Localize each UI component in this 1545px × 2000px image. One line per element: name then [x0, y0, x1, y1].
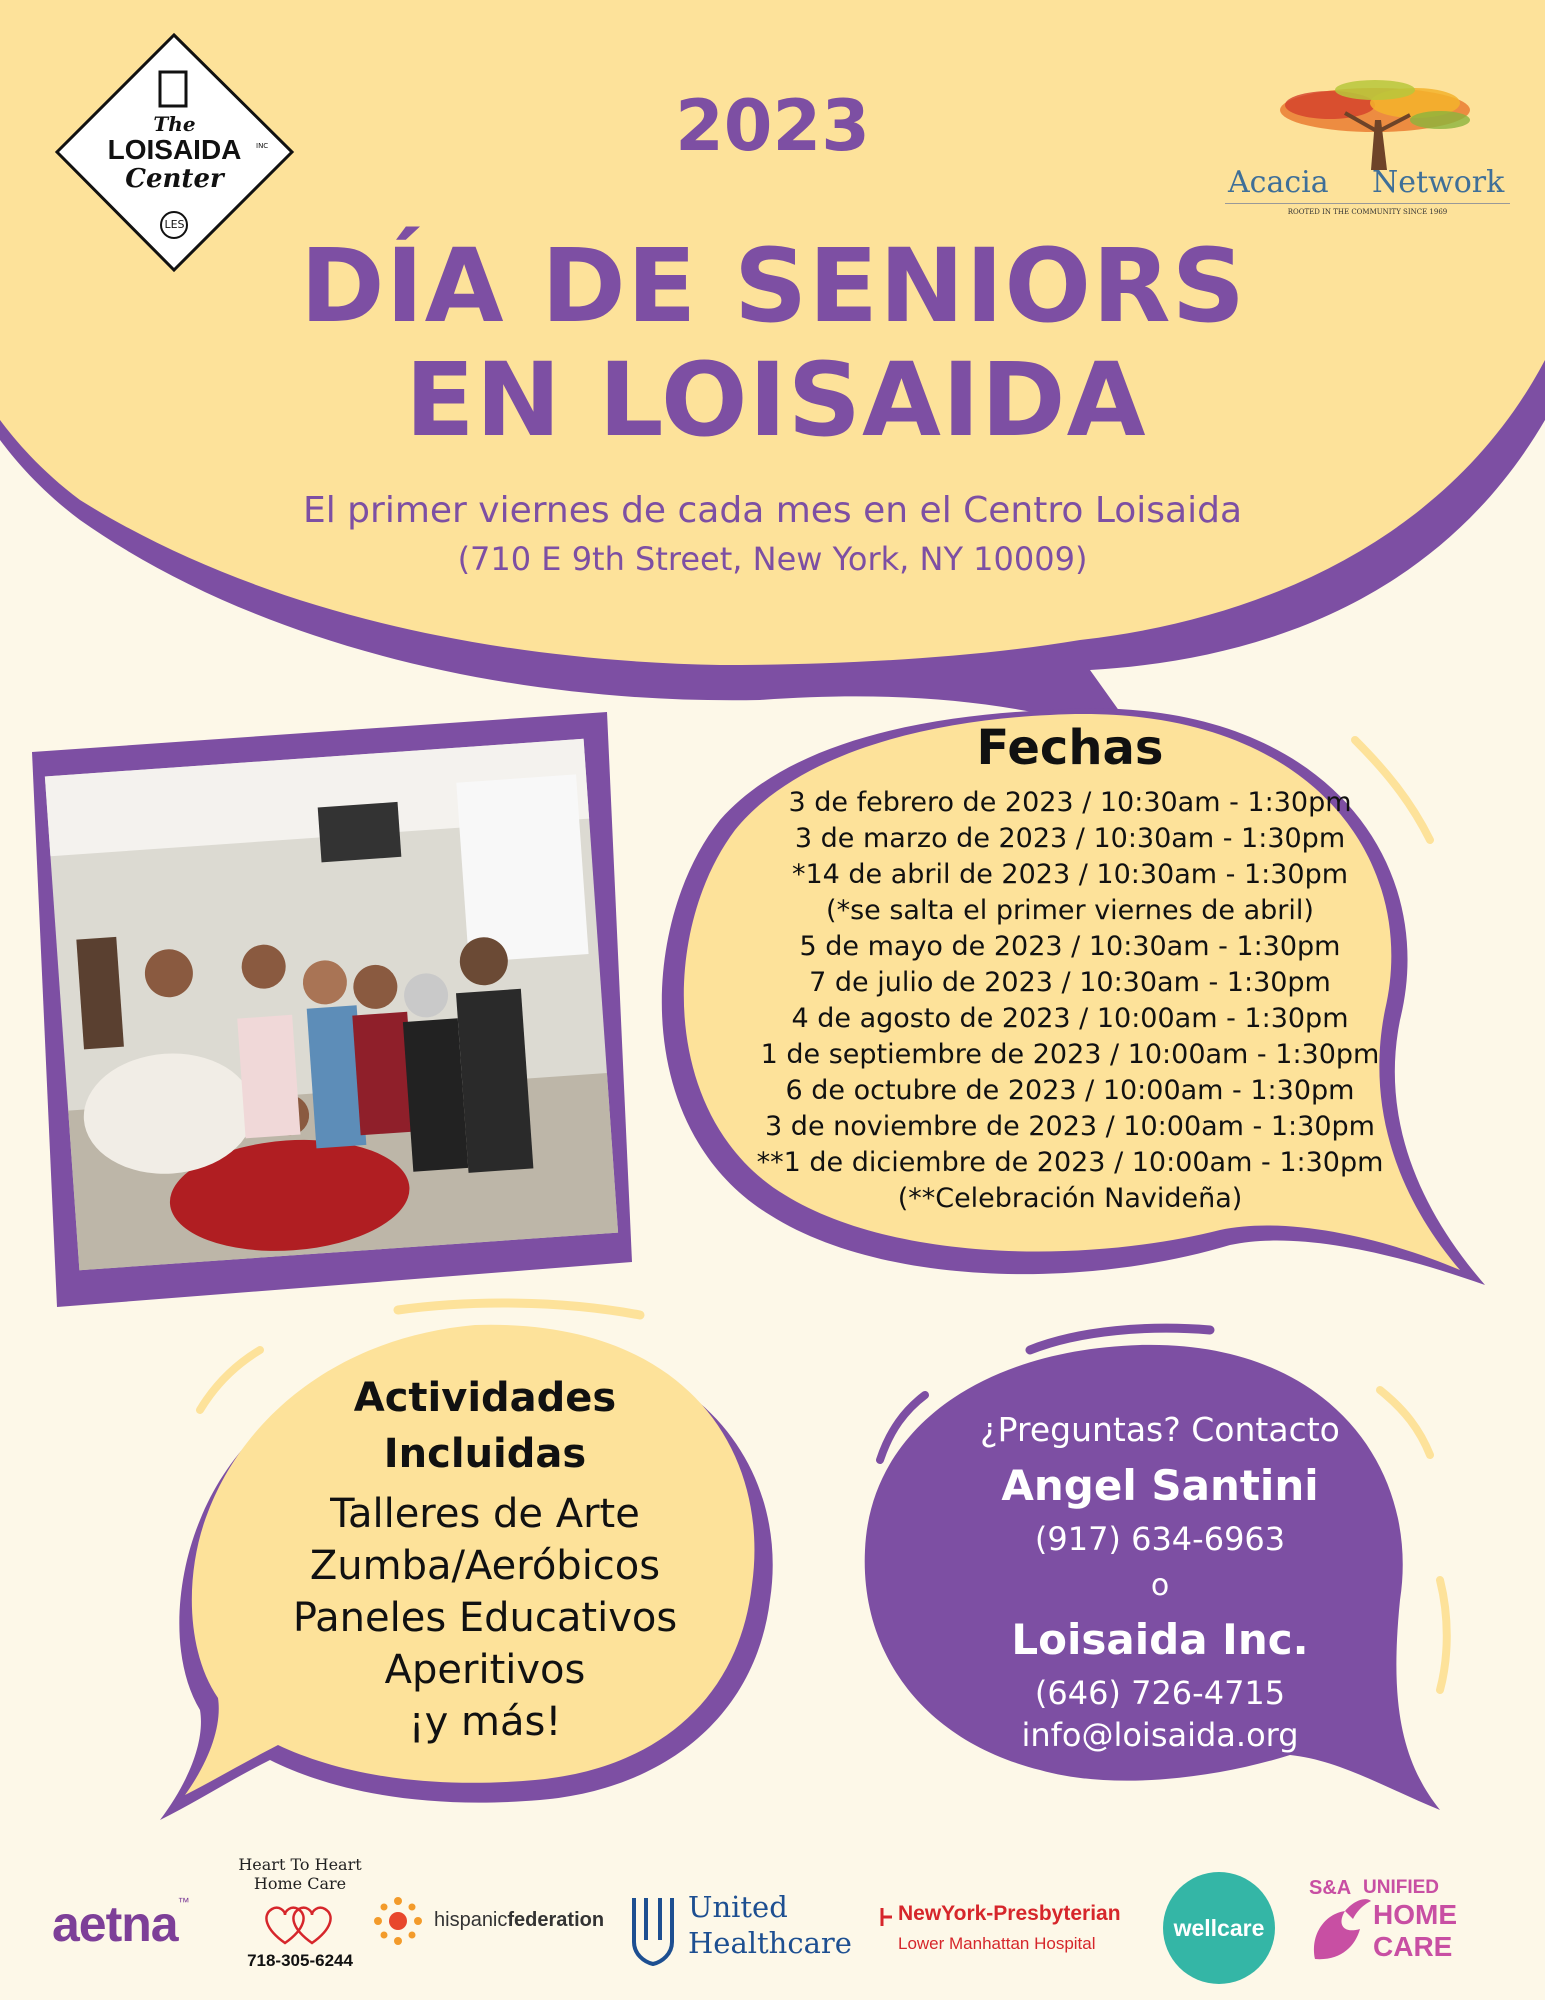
date-note: (**Celebración Navideña)	[897, 1183, 1243, 1214]
united-shield-icon	[632, 1894, 674, 1966]
unified-logo-line3: CARE	[1373, 1931, 1453, 1962]
activity-item: Paneles Educativos	[292, 1595, 678, 1641]
acacia-name-1: Acacia	[1228, 165, 1329, 200]
contact-email[interactable]: info@loisaida.org	[1021, 1716, 1299, 1754]
sponsor-united-healthcare	[632, 1890, 862, 1970]
contact-or: o	[1150, 1568, 1170, 1603]
uhc-logo-line1: United	[688, 1890, 788, 1924]
date-item: *14 de abril de 2023 / 10:30am - 1:30pm	[791, 859, 1349, 890]
activities-list	[230, 1488, 740, 1748]
sponsor-aetna	[52, 1895, 190, 1953]
sponsor-wellcare	[1163, 1872, 1275, 1984]
contact-name-2: Loisaida Inc.	[1011, 1615, 1309, 1664]
event-title-line1: DÍA DE SENIORS	[300, 227, 1247, 346]
dates-list	[700, 785, 1440, 1217]
contact-phone-1[interactable]: (917) 634-6963	[1034, 1520, 1286, 1558]
dove-icon	[1305, 1889, 1375, 1979]
heart-logo-line1: Heart To Heart	[238, 1855, 362, 1874]
date-item: 6 de octubre de 2023 / 10:00am - 1:30pm	[785, 1075, 1355, 1106]
loisaida-logo-center: Center	[125, 164, 224, 194]
activities-title-line2: Incluidas	[383, 1431, 587, 1477]
event-photo	[32, 712, 632, 1307]
sunburst-icon	[372, 1895, 424, 1947]
heart-logo-line2: Home Care	[253, 1874, 347, 1893]
dates-title: Fechas	[976, 720, 1164, 776]
contact-name-1: Angel Santini	[1001, 1461, 1319, 1510]
hispanic-logo-b: federation	[507, 1909, 605, 1931]
uhc-logo-line2: Healthcare	[688, 1926, 852, 1960]
date-item: **1 de diciembre de 2023 / 10:00am - 1:30pm	[756, 1147, 1384, 1178]
event-subtitle: El primer viernes de cada mes en el Centro Loisaida	[302, 490, 1243, 531]
date-item: 4 de agosto de 2023 / 10:00am - 1:30pm	[791, 1003, 1349, 1034]
hispanic-logo-a: hispanic	[434, 1909, 508, 1931]
acacia-tagline: ROOTED IN THE COMMUNITY SINCE 1969	[1287, 208, 1448, 216]
nyp-logo-line2: Lower Manhattan Hospital	[898, 1934, 1096, 1953]
heart-logo-phone: 718-305-6244	[247, 1951, 353, 1970]
aetna-trademark: ™	[177, 1895, 190, 1909]
sponsor-newyork-presbyterian	[880, 1902, 1140, 1954]
date-item: 3 de noviembre de 2023 / 10:00am - 1:30pm	[765, 1111, 1375, 1142]
hearts-icon	[260, 1901, 340, 1947]
loisaida-logo-name: LOISAIDA	[107, 134, 242, 165]
activity-item: ¡y más!	[408, 1699, 562, 1745]
activity-item: Talleres de Arte	[330, 1491, 640, 1537]
activity-item: Zumba/Aeróbicos	[309, 1543, 661, 1589]
activities-title-line1: Actividades	[353, 1375, 617, 1421]
sponsor-heart-to-heart	[220, 1855, 380, 1971]
date-item: 3 de marzo de 2023 / 10:30am - 1:30pm	[794, 823, 1346, 854]
aetna-logo-text: aetna	[52, 1896, 178, 1952]
sponsor-unified-home-care	[1305, 1875, 1485, 1980]
wellcare-logo-text: wellcare	[1173, 1915, 1265, 1941]
unified-logo-line2: HOME	[1373, 1899, 1457, 1930]
date-item: 3 de febrero de 2023 / 10:30am - 1:30pm	[788, 787, 1352, 818]
unified-logo-sa: S&A	[1309, 1877, 1352, 1899]
acacia-name-2: Network	[1372, 165, 1505, 200]
activities-title	[230, 1370, 740, 1482]
date-item: 7 de julio de 2023 / 10:30am - 1:30pm	[809, 967, 1331, 998]
date-item: 5 de mayo de 2023 / 10:30am - 1:30pm	[799, 931, 1341, 962]
contact-question: ¿Preguntas? Contacto	[980, 1410, 1340, 1449]
loisaida-logo-the: The	[153, 112, 196, 136]
unified-logo-line1: UNIFIED	[1363, 1877, 1439, 1898]
nyp-logo-line1: NewYork-Presbyterian	[898, 1902, 1121, 1925]
event-title-line2: EN LOISAIDA	[405, 341, 1147, 460]
date-note: (*se salta el primer viernes de abril)	[826, 895, 1314, 926]
loisaida-logo-inc: INC	[256, 142, 269, 150]
loisaida-logo-les: LES	[164, 218, 185, 231]
event-year: 2023	[675, 85, 870, 167]
activity-item: Aperitivos	[384, 1647, 586, 1693]
contact-phone-2[interactable]: (646) 726-4715	[1034, 1674, 1286, 1712]
event-address: (710 E 9th Street, New York, NY 10009)	[457, 540, 1088, 578]
nyp-mark-icon	[880, 1906, 894, 1928]
event-title	[0, 227, 1545, 460]
date-item: 1 de septiembre de 2023 / 10:00am - 1:30pm	[760, 1039, 1380, 1070]
contact-section	[920, 1410, 1400, 1754]
